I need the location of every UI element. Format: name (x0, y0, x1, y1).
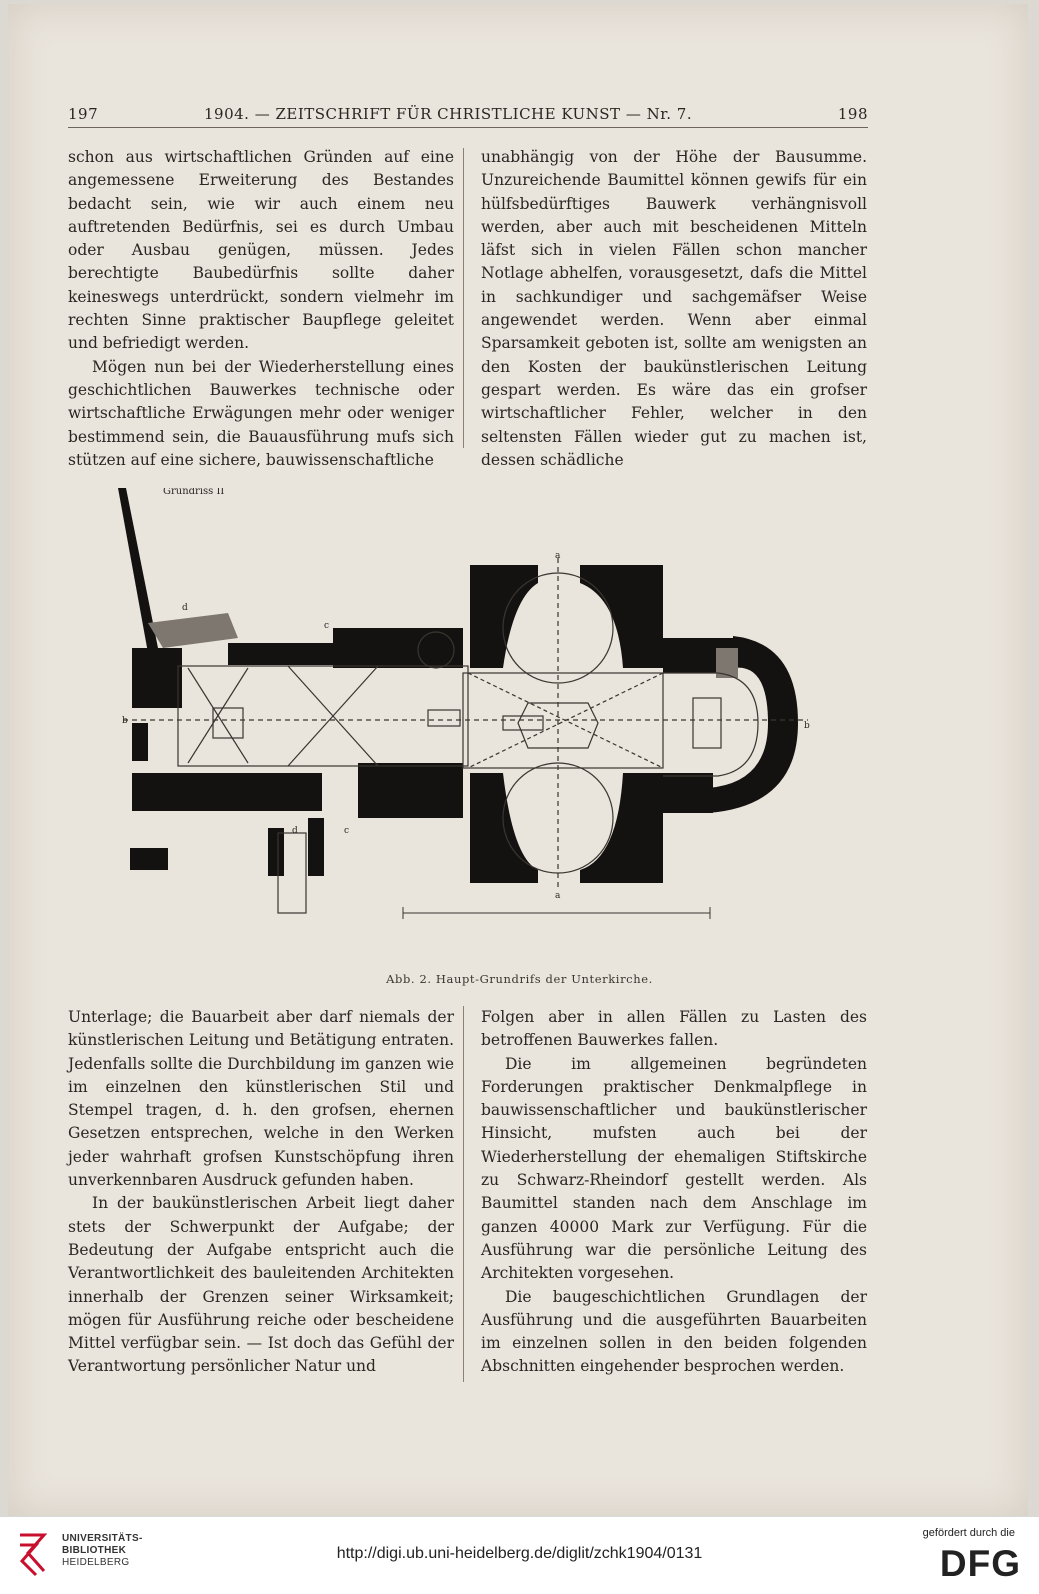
paragraph: Die im allgemeinen begründeten Forderungen praktischer Denkmalpflege in bauwissenschaftlicher und baukünstlerischer Hinsicht, mufsten auch bei der Wiederherstellung der ehemaligen Stiftskirche zu Schwarz-Rheindorf gestellt werden. Als Baumittel standen nach dem Anschlage im ganzen 40000 Mark zur Verfügung. Für die Ausführung war die persönliche Leitung des Architekten vorgesehen. (481, 1054, 867, 1283)
page-number-left: 197 (68, 105, 99, 123)
paragraph: Unterlage; die Bauarbeit aber darf niemals der künstlerischen Leitung und Betätigung entraten. Jedenfalls sollte die Durchbildung im ganzen wie im einzelnen den künstlerischen Stil und Stempel tragen, d. h. den grofsen, ehernen Gesetzen entsprechen, welche in den Werken jeder wahrhaft grofsen Kunstschöpfung ihren unverkennbaren Ausdruck gefunden haben. (68, 1008, 454, 1190)
plan-wall (663, 773, 713, 813)
plan-wall (132, 648, 182, 708)
plan-letter-d: d (182, 603, 188, 613)
plan-letter-a: a (555, 551, 561, 561)
column-divider (463, 1006, 464, 1382)
page-number-right: 198 (837, 105, 868, 123)
paragraph: In der baukünstlerischen Arbeit liegt daher stets der Schwerpunkt der Aufgabe; der Bedeutung der Aufgabe entspricht auch die Verantwortlichkeit des bauleitenden Architekten innerhalb der Grenzen seiner Wirksamkeit; mögen für Ausführung reiche oder bescheidene Mittel verfügbar sein. — Ist doch das Gefühl der Verantwortung persönlicher Natur und (68, 1194, 454, 1376)
plan-outline (663, 673, 758, 776)
plan-letter-b: b (122, 716, 128, 726)
plan-fitting (503, 716, 543, 730)
floor-plan-figure (118, 488, 832, 958)
plan-wall (132, 723, 148, 761)
plan-outline (178, 666, 468, 766)
column-right-top (481, 146, 867, 472)
plan-wall (130, 848, 168, 870)
column-divider (463, 148, 464, 448)
plan-letter-d: d (292, 826, 298, 836)
plan-wall (580, 773, 663, 883)
plan-fitting (693, 698, 721, 748)
plan-wall (132, 773, 322, 811)
paragraph: Die baugeschichtlichen Grundlagen der Ausführung und die ausgeführten Bauarbeiten im einzelnen sollen in den beiden folgenden Abschnitten eingehender besprochen werden. (481, 1287, 867, 1376)
figure-caption: Abb. 2. Haupt-Grundrifs der Unterkirche. (386, 972, 653, 986)
dfg-logo: DFG (939, 1543, 1021, 1584)
plan-hatching (148, 613, 238, 648)
plan-label: Grundriss II (163, 488, 225, 497)
permalink-url[interactable]: http://digi.ub.uni-heidelberg.de/diglit/zchk1904/0131 (336, 1545, 703, 1562)
column-left-bottom (68, 1006, 454, 1379)
plan-wall (580, 565, 663, 668)
plan-wall (308, 818, 324, 876)
paragraph: unabhängig von der Höhe der Bausumme. Unzureichende Baumittel können gewifs für ein hülfsbedürftiges Bauwerk verhängnisvoll werden, aber auch mit bescheidenen Mitteln läfst sich in vielen Fällen schon mancher Notlage abhelfen, vorausgesetzt, dafs die Mittel in sachkundiger und sachgemäfser Weise angewendet werden. Wenn aber einmal Sparsamkeit geboten ist, sollte am wenigsten an den Kosten der baukünstlerischen Leitung gespart werden. Es wäre das ein grofser wirtschaftlicher Fehler, welcher in den seltensten Fällen wieder gut zu machen ist, dessen schädliche (481, 148, 867, 469)
plan-letter-c: c (344, 826, 350, 836)
plan-fitting (213, 708, 243, 738)
column-right-bottom (481, 1006, 867, 1379)
paragraph: Folgen aber in allen Fällen zu Lasten des betroffenen Bauwerkes fallen. (481, 1008, 867, 1050)
library-name: UNIVERSITÄTS- BIBLIOTHEK HEIDELBERG (62, 1533, 143, 1568)
viewer-footer (0, 1516, 1039, 1594)
plan-wall (358, 763, 463, 818)
plan-fitting (428, 710, 460, 726)
paragraph: Mögen nun bei der Wiederherstellung eines geschichtlichen Bauwerkes technische oder wirtschaftliche Erwägungen mehr oder weniger bestimmend sein, die Bauausführung mufs sich stützen auf eine sichere, bauwissenschaftliche (68, 357, 454, 469)
journal-title: 1904. — ZEITSCHRIFT FÜR CHRISTLICHE KUNST — Nr. 7. (204, 105, 693, 123)
running-header (68, 103, 868, 128)
paragraph: schon aus wirtschaftlichen Gründen auf eine angemessene Erweiterung des Bestandes bedacht sein, wie wir auch einem neu auftretenden Bedürfnis, sei es durch Umbau oder Ausbau genügen, müssen. Jedes berechtigte Baubedürfnis sollte daher keineswegs unterdrückt, sondern vielmehr im rechten Sinne praktischer Baupflege geleitet und befriedigt werden. (68, 148, 454, 353)
sponsor-label: gefördert durch die (922, 1527, 1015, 1539)
column-left-top (68, 146, 454, 472)
plan-letter-c: c (324, 621, 330, 631)
plan-letter-b: b (804, 721, 810, 731)
plan-letter-a: a (555, 891, 561, 901)
plan-wall (268, 828, 284, 876)
